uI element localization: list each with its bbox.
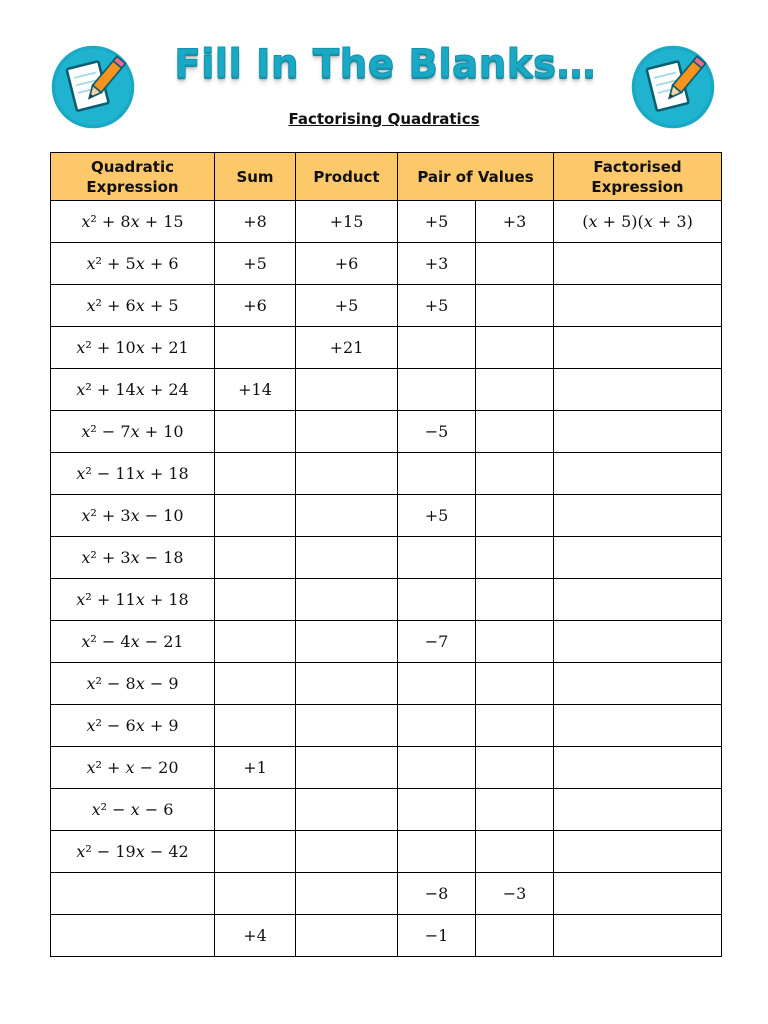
expression-cell: x² + 3x − 18 xyxy=(51,537,215,579)
pair-value-a-cell[interactable] xyxy=(398,327,476,369)
sum-cell: +4 xyxy=(215,915,296,957)
worksheet-header xyxy=(0,0,768,140)
pair-value-a-cell[interactable] xyxy=(398,705,476,747)
pair-value-b-cell[interactable] xyxy=(476,453,554,495)
product-cell: +5 xyxy=(296,285,398,327)
sum-cell[interactable] xyxy=(215,621,296,663)
expression-cell: x² − 7x + 10 xyxy=(51,411,215,453)
pair-value-b-cell[interactable] xyxy=(476,789,554,831)
expression-cell[interactable] xyxy=(51,873,215,915)
table-row xyxy=(51,537,722,579)
product-cell[interactable] xyxy=(296,411,398,453)
pair-value-a-cell: −1 xyxy=(398,915,476,957)
pair-value-b-cell[interactable] xyxy=(476,537,554,579)
factorised-cell: (x + 5)(x + 3) xyxy=(554,201,722,243)
factorised-cell[interactable] xyxy=(554,705,722,747)
sum-cell[interactable] xyxy=(215,705,296,747)
table-row xyxy=(51,915,722,957)
factorised-cell[interactable] xyxy=(554,747,722,789)
pair-value-b-cell[interactable] xyxy=(476,705,554,747)
expression-cell: x² + 8x + 15 xyxy=(51,201,215,243)
sum-cell: +8 xyxy=(215,201,296,243)
pair-value-a-cell[interactable] xyxy=(398,537,476,579)
table-row xyxy=(51,831,722,873)
factorised-cell[interactable] xyxy=(554,369,722,411)
pair-value-a-cell: −5 xyxy=(398,411,476,453)
pair-value-b-cell[interactable] xyxy=(476,579,554,621)
product-cell[interactable] xyxy=(296,453,398,495)
pair-value-a-cell[interactable] xyxy=(398,369,476,411)
factorised-cell[interactable] xyxy=(554,327,722,369)
sum-cell: +14 xyxy=(215,369,296,411)
pair-value-a-cell: +5 xyxy=(398,495,476,537)
sum-cell: +5 xyxy=(215,243,296,285)
expression-cell: x² + 5x + 6 xyxy=(51,243,215,285)
product-cell[interactable] xyxy=(296,789,398,831)
pair-value-a-cell[interactable] xyxy=(398,663,476,705)
expression-cell: x² − 4x − 21 xyxy=(51,621,215,663)
expression-cell: x² − x − 6 xyxy=(51,789,215,831)
pair-value-b-cell: −3 xyxy=(476,873,554,915)
table-row xyxy=(51,621,722,663)
table-header-row xyxy=(51,153,722,201)
factorising-table xyxy=(50,152,722,957)
sum-cell[interactable] xyxy=(215,831,296,873)
pair-value-b-cell[interactable] xyxy=(476,285,554,327)
header-factorised-expression: Factorised Expression xyxy=(554,153,722,201)
table-row xyxy=(51,495,722,537)
factorised-cell[interactable] xyxy=(554,285,722,327)
factorised-cell[interactable] xyxy=(554,915,722,957)
expression-cell: x² + 10x + 21 xyxy=(51,327,215,369)
header-sum: Sum xyxy=(215,153,296,201)
factorised-cell[interactable] xyxy=(554,663,722,705)
worksheet-subtitle: Factorising Quadratics xyxy=(288,110,480,128)
expression-cell: x² − 6x + 9 xyxy=(51,705,215,747)
header-quadratic-expression: Quadratic Expression xyxy=(51,153,215,201)
pair-value-a-cell[interactable] xyxy=(398,789,476,831)
table-row xyxy=(51,369,722,411)
factorised-cell[interactable] xyxy=(554,495,722,537)
factorised-cell[interactable] xyxy=(554,621,722,663)
expression-cell: x² − 11x + 18 xyxy=(51,453,215,495)
pair-value-b-cell[interactable] xyxy=(476,915,554,957)
table-row xyxy=(51,705,722,747)
expression-cell[interactable] xyxy=(51,915,215,957)
factorised-cell[interactable] xyxy=(554,537,722,579)
pair-value-a-cell[interactable] xyxy=(398,747,476,789)
sum-cell[interactable] xyxy=(215,579,296,621)
product-cell[interactable] xyxy=(296,705,398,747)
sum-cell[interactable] xyxy=(215,663,296,705)
pair-value-b-cell[interactable] xyxy=(476,369,554,411)
table-row xyxy=(51,243,722,285)
product-cell: +15 xyxy=(296,201,398,243)
pair-value-a-cell[interactable] xyxy=(398,831,476,873)
table-row xyxy=(51,579,722,621)
product-cell: +21 xyxy=(296,327,398,369)
pair-value-b-cell[interactable] xyxy=(476,747,554,789)
product-cell[interactable] xyxy=(296,663,398,705)
pair-value-b-cell[interactable] xyxy=(476,495,554,537)
table-row xyxy=(51,873,722,915)
pair-value-b-cell[interactable] xyxy=(476,831,554,873)
product-cell[interactable] xyxy=(296,537,398,579)
expression-cell: x² + x − 20 xyxy=(51,747,215,789)
sum-cell[interactable] xyxy=(215,411,296,453)
pair-value-b-cell[interactable] xyxy=(476,243,554,285)
product-cell[interactable] xyxy=(296,579,398,621)
sum-cell[interactable] xyxy=(215,789,296,831)
expression-cell: x² + 11x + 18 xyxy=(51,579,215,621)
sum-cell[interactable] xyxy=(215,453,296,495)
product-cell[interactable] xyxy=(296,915,398,957)
sum-cell[interactable] xyxy=(215,537,296,579)
pair-value-b-cell[interactable] xyxy=(476,663,554,705)
product-cell[interactable] xyxy=(296,369,398,411)
table-row xyxy=(51,789,722,831)
expression-cell: x² + 14x + 24 xyxy=(51,369,215,411)
sum-cell[interactable] xyxy=(215,495,296,537)
product-cell[interactable] xyxy=(296,747,398,789)
table-row xyxy=(51,285,722,327)
expression-cell: x² + 3x − 10 xyxy=(51,495,215,537)
expression-cell: x² − 8x − 9 xyxy=(51,663,215,705)
sum-cell[interactable] xyxy=(215,873,296,915)
pair-value-a-cell: +3 xyxy=(398,243,476,285)
pair-value-a-cell: −7 xyxy=(398,621,476,663)
pair-value-a-cell[interactable] xyxy=(398,453,476,495)
sum-cell: +6 xyxy=(215,285,296,327)
expression-cell: x² − 19x − 42 xyxy=(51,831,215,873)
table-row xyxy=(51,747,722,789)
pair-value-a-cell: −8 xyxy=(398,873,476,915)
pair-value-a-cell: +5 xyxy=(398,201,476,243)
factorised-cell[interactable] xyxy=(554,453,722,495)
factorised-cell[interactable] xyxy=(554,579,722,621)
product-cell[interactable] xyxy=(296,621,398,663)
table-row xyxy=(51,327,722,369)
product-cell[interactable] xyxy=(296,873,398,915)
product-cell[interactable] xyxy=(296,495,398,537)
pair-value-b-cell[interactable] xyxy=(476,621,554,663)
pair-value-a-cell[interactable] xyxy=(398,579,476,621)
pair-value-a-cell: +5 xyxy=(398,285,476,327)
expression-cell: x² + 6x + 5 xyxy=(51,285,215,327)
factorised-cell[interactable] xyxy=(554,873,722,915)
table-row xyxy=(51,663,722,705)
pair-value-b-cell: +3 xyxy=(476,201,554,243)
sum-cell: +1 xyxy=(215,747,296,789)
product-cell[interactable] xyxy=(296,831,398,873)
page-title: Fill In The Blanks… xyxy=(174,42,596,87)
factorised-cell[interactable] xyxy=(554,831,722,873)
header-pair-of-values: Pair of Values xyxy=(398,153,554,201)
sum-cell[interactable] xyxy=(215,327,296,369)
factorised-cell[interactable] xyxy=(554,243,722,285)
table-row xyxy=(51,411,722,453)
factorised-cell[interactable] xyxy=(554,789,722,831)
table-row xyxy=(51,201,722,243)
pair-value-b-cell[interactable] xyxy=(476,327,554,369)
pair-value-b-cell[interactable] xyxy=(476,411,554,453)
factorised-cell[interactable] xyxy=(554,411,722,453)
header-product: Product xyxy=(296,153,398,201)
table-row xyxy=(51,453,722,495)
product-cell: +6 xyxy=(296,243,398,285)
